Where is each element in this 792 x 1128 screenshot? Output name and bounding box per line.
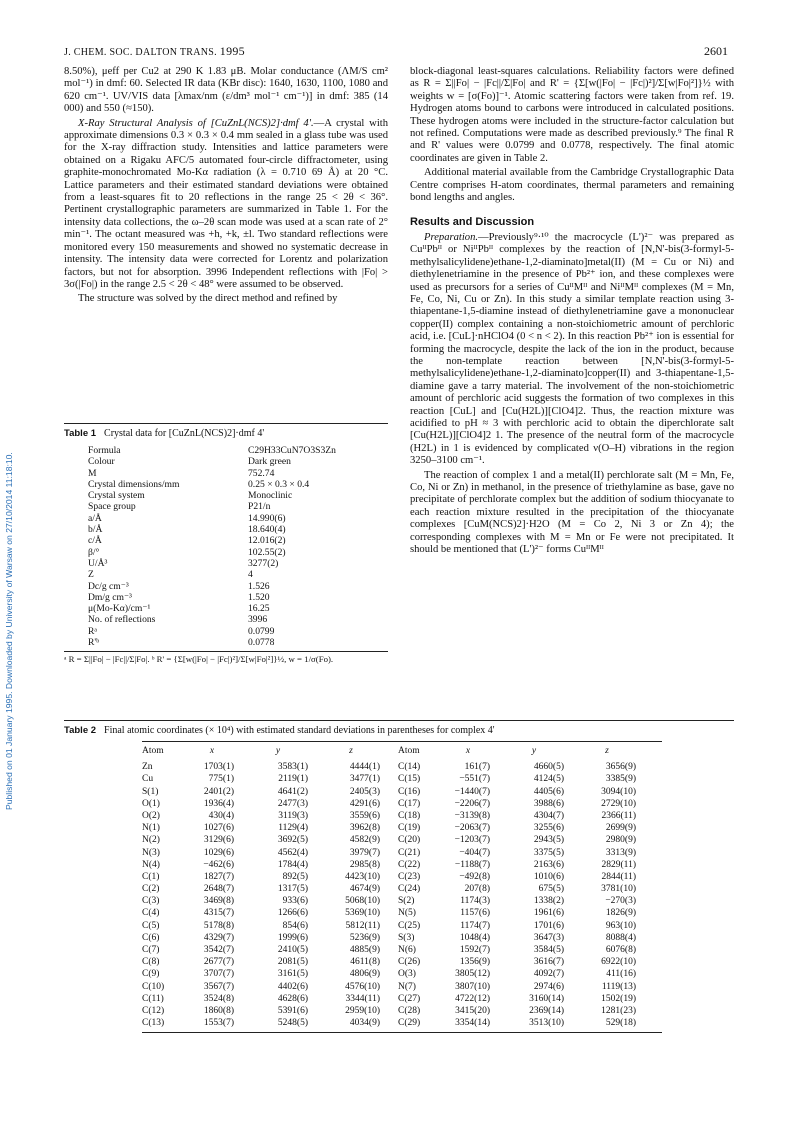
atom-label: C(29) — [398, 1018, 421, 1029]
table-1-key: Space group — [88, 501, 136, 513]
table-2-header: z — [605, 746, 609, 756]
table-1-row — [64, 468, 388, 479]
table-1-key: Dm/g cm⁻³ — [88, 591, 132, 603]
table-1-row — [64, 637, 388, 648]
table-1-row — [64, 592, 388, 603]
coordinate-cell: 2366(11) — [601, 810, 636, 821]
coordinate-cell: 3979(7) — [349, 847, 380, 858]
coordinate-cell: 4423(10) — [345, 871, 380, 882]
table-1-key: No. of reflections — [88, 614, 156, 626]
atom-label: C(23) — [398, 871, 421, 882]
table-1-value: 752.74 — [248, 467, 275, 479]
coordinate-cell: 4402(6) — [277, 981, 308, 992]
coordinate-cell: 5236(9) — [349, 932, 380, 943]
table-2-header: y — [275, 746, 281, 756]
coordinate-cell: 1157(6) — [460, 908, 490, 919]
table-1-row — [64, 558, 388, 569]
coordinate-cell: 1048(4) — [459, 932, 490, 943]
table-1-value: P21/n — [248, 501, 271, 513]
table-1-key: μ(Mo-Kα)/cm⁻¹ — [88, 603, 151, 615]
coordinate-cell: 775(1) — [208, 774, 234, 785]
atom-label: N(3) — [142, 847, 160, 858]
coordinate-cell: 1317(5) — [277, 884, 308, 895]
coordinate-cell: 3415(20) — [455, 1005, 490, 1016]
coordinate-cell: 4576(10) — [345, 981, 380, 992]
coordinate-cell: 2980(9) — [605, 835, 636, 846]
table-2-body — [64, 745, 734, 1029]
coordinate-cell: 3692(5) — [277, 835, 308, 846]
coordinate-cell: 4092(7) — [533, 969, 564, 980]
atom-label: C(22) — [398, 859, 421, 870]
coordinate-cell: 411(16) — [606, 969, 636, 980]
atom-label: O(3) — [398, 969, 416, 980]
coordinate-cell: 933(6) — [282, 896, 308, 907]
coordinate-cell: 3656(9) — [605, 762, 636, 773]
coordinate-cell: 207(8) — [464, 884, 490, 895]
xray-paragraph: X-Ray Structural Analysis of [CuZnL(NCS)2]·dmf 4'.—A crystal with approximate dimensions 0.3 × 0.3 × 0.4 mm sealed in a glass tube was used for the X-ray diffraction study. Intensities and lattice parameters were obtained on a Rigaku AFC/5 automated four-circle diffractometer, using graphite-monochromated Mo-Kα radiation (λ = 0.710 69 Å) at 20 °C. Lattice parameters and their estimated standard deviations were obtained from a least-squares fit to 20 reflections in the range 25 < 2θ < 36°. Pertinent crystallographic parameters are summarized in Table 1. For the intensity data collections, the ω–2θ scan mode was used at a scan rate of 2° min⁻¹. The octant measured was +h, +k, ±l. Two standard reflections were monitored every 150 measurements and showed no systematic decrease in intensity. The intensity data were corrected for Lorentz and polarization factors, but not for absorption. 3996 Independent reflections with |Fo| > 3σ(|Fo|) in the range 2.5 < 2θ < 48° were assumed to be observed. — [64, 117, 389, 290]
table-2-half — [398, 745, 650, 1029]
coordinate-cell: 1553(7) — [203, 1018, 234, 1029]
table-1-value: 0.25 × 0.3 × 0.4 — [248, 478, 310, 490]
coordinate-cell: −270(3) — [605, 896, 636, 907]
atom-label: C(9) — [142, 969, 160, 980]
coordinate-cell: 1356(9) — [459, 957, 490, 968]
coordinate-cell: 3344(11) — [345, 993, 380, 1004]
table-1-key: b/Å — [88, 524, 103, 536]
table-1-key: R'ᵇ — [88, 637, 100, 649]
coordinate-cell: 529(18) — [605, 1018, 636, 1029]
coordinate-cell: 3161(5) — [277, 969, 308, 980]
coordinate-cell: 1936(4) — [203, 798, 234, 809]
coordinate-cell: 5068(10) — [345, 896, 380, 907]
table-1-key: M — [88, 467, 97, 479]
table-1-key: c/Å — [88, 535, 102, 547]
table-2-header: x — [209, 746, 215, 756]
table-1-value: Dark green — [248, 456, 291, 468]
running-header — [64, 44, 728, 58]
coordinate-cell: 3119(3) — [278, 810, 308, 821]
table-1-row — [64, 490, 388, 501]
atom-label: N(5) — [398, 908, 416, 919]
coordinate-cell: −404(7) — [459, 847, 490, 858]
table-1-value: 18.640(4) — [248, 524, 286, 536]
table-1-value: 4 — [248, 569, 253, 581]
table-1-key: Dc/g cm⁻³ — [88, 580, 129, 592]
coordinate-cell: 5369(10) — [345, 908, 380, 919]
coordinate-cell: 4291(6) — [349, 798, 380, 809]
table-2-header: x — [465, 746, 471, 756]
coordinate-cell: 4885(9) — [349, 945, 380, 955]
coordinate-cell: 1826(9) — [605, 908, 636, 919]
atom-label: C(6) — [142, 932, 160, 943]
table-1-value: C29H33CuN7O3S3Zn — [248, 445, 336, 456]
coordinate-cell: 3513(10) — [529, 1018, 564, 1029]
coordinate-cell: 6076(8) — [605, 945, 636, 955]
atom-label: C(12) — [142, 1005, 165, 1016]
coordinate-cell: 3616(7) — [533, 957, 564, 968]
coordinate-cell: 2163(6) — [533, 859, 564, 870]
coordinate-cell: 4315(7) — [203, 908, 234, 919]
atom-label: C(19) — [398, 823, 421, 834]
coordinate-cell: 3094(10) — [601, 786, 636, 797]
coordinate-cell: −462(6) — [203, 859, 234, 870]
table-1-key: a/Å — [88, 512, 102, 524]
journal-year: 1995 — [219, 44, 245, 58]
coordinate-cell: 1010(6) — [533, 871, 564, 882]
coordinate-cell: 5812(11) — [345, 920, 380, 931]
coordinate-cell: 2729(10) — [601, 798, 636, 809]
coordinate-cell: 854(6) — [282, 920, 308, 931]
coordinate-cell: 3807(10) — [455, 981, 490, 992]
coordinate-cell: 4628(6) — [277, 993, 308, 1004]
coordinate-cell: 2405(3) — [349, 786, 380, 797]
coordinate-cell: −1203(7) — [454, 835, 490, 846]
publication-stamp-text: Published on 01 January 1995. Downloaded by University of Warsaw on 27/10/2014 11:18:10. — [4, 452, 14, 810]
coordinate-cell: −3139(8) — [454, 810, 490, 821]
table-1-key: Crystal dimensions/mm — [88, 478, 180, 490]
coordinate-cell: 3567(7) — [203, 981, 234, 992]
coordinate-cell: 3962(8) — [349, 823, 380, 834]
preparation-paragraph: Preparation.—Previously⁹·¹⁰ the macrocycle (L')²⁻ was prepared as CuᴵᴵPbᴵᴵ or NiᴵᴵPbᴵᴵ complexes by the reaction of [N,N'-bis(3-formyl-5-methylsalicylidene)ethane-1,2-diaminato]metal(II) (M = Cu or Ni) and diethylenetriamine in the presence of Pb²⁺ ion, and these complexes were used as precursors for a series of CuᴵᴵMᴵᴵ and NiᴵᴵMᴵᴵ complexes (M = Mn, Fe, Co, Ni, Cu or Zn). In this study a similar template reaction using 3-thiapentane-1,5-diamine instead of diethylenetriamine gave a mononuclear copper(II) complex containing a non-stoichiometric amount of perchloric acid, i.e. [CuL]·nHClO4 (0 < n < 2). In this reaction Pb²⁺ ion is essential for forming the macrocycle, despite the lack of the ion in the product, because the non-template reaction between [N,N'-bis(3-formyl-5-methylsalicylidene)ethane-1,2-diaminato]copper(II) and 3-thiapentane-1,5-diamine gave a tarry material. The involvement of the non-stoichiometric amount of perchloric acid suggests the formation of two complexes in this reaction [CuL] and [Cu(H2L)][ClO4]2. Thus, the reaction mixture was acidified to pH ≈ 3 with perchloric acid to obtain the diperchlorate salt [Cu(H2L)][ClO4]2 1. The presence of the neutral form of the macrocycle (H2L) in 1 is evidenced by complicated ν(O–H) vibrations in the region 3250–3100 cm⁻¹. — [410, 231, 734, 467]
table-1-value: 3996 — [248, 614, 268, 626]
atom-label: C(15) — [398, 774, 421, 785]
atom-label: C(7) — [142, 945, 160, 955]
coordinate-cell: 4405(6) — [533, 786, 564, 797]
coordinate-cell: 1592(7) — [459, 945, 490, 955]
coordinate-cell: 2410(5) — [277, 945, 308, 955]
table-1-body — [64, 445, 388, 648]
coordinate-cell: 1961(6) — [533, 908, 564, 919]
coordinate-cell: 2081(5) — [277, 957, 308, 968]
coordinate-cell: 4444(1) — [349, 762, 380, 773]
coordinate-cell: 1027(6) — [203, 823, 234, 834]
coordinate-cell: 1701(6) — [533, 920, 564, 931]
atom-label: C(25) — [398, 920, 421, 931]
atom-label: C(18) — [398, 810, 421, 821]
coordinate-cell: 4674(9) — [349, 884, 380, 895]
coordinate-cell: 3542(7) — [203, 945, 234, 955]
table-1-row — [64, 547, 388, 558]
coordinate-cell: 1129(4) — [278, 823, 308, 834]
left-paragraph-3: The structure was solved by the direct method and refined by — [78, 293, 338, 305]
table-1-key: β/° — [88, 546, 100, 558]
table-1-value: 1.520 — [248, 591, 270, 603]
table-2-header: Atom — [142, 746, 164, 756]
coordinate-cell: 2829(11) — [601, 859, 636, 870]
coordinate-cell: 2119(1) — [278, 774, 308, 785]
right-paragraph-4: The reaction of complex 1 and a metal(II) perchlorate salt (M = Mn, Fe, Co, Ni or Zn) in methanol, in the presence of triethylamine as base, gave no precipitate of perchlorate complex but the addition of sodium thiocyanate to each reaction mixture resulted in the precipitation of the thiocyanate complexes [CuM(NCS)2]·H2O (M = Co 2, Ni 3 or Zn 4); the corresponding complexes with M = Mn or Fe were not precipitated. It should be mentioned that (L')²⁻ forms CuᴵᴵMᴵᴵ — [410, 469, 734, 556]
atom-label: C(13) — [142, 1018, 165, 1029]
coordinate-cell: 2401(2) — [203, 786, 234, 797]
coordinate-cell: 4806(9) — [349, 969, 380, 980]
atom-label: N(2) — [142, 835, 160, 846]
table-1-value: 3277(2) — [248, 557, 279, 569]
coordinate-cell: 2699(9) — [605, 823, 636, 834]
atom-label: C(14) — [398, 762, 421, 773]
table-1-value: 102.55(2) — [248, 546, 286, 558]
table-1-row — [64, 614, 388, 625]
atom-label: C(10) — [142, 981, 165, 992]
right-column — [410, 66, 734, 558]
table-1-key: Z — [88, 569, 94, 581]
table-1 — [64, 423, 388, 665]
right-paragraph-2: Additional material available from the Cambridge Crystallographic Data Centre comprises H-atom coordinates, thermal parameters and remaining bond lengths and angles. — [410, 167, 734, 204]
right-paragraph-1: block-diagonal least-squares calculations. Reliability factors were defined as R = Σ||Fo| − |Fc||/Σ|Fo| and R' = {Σ[w(|Fo| − |Fc|)²]/Σ[w|Fo|²]}½ with weights w = [σ(Fo)]⁻¹. Atomic scattering factors were taken from ref. 19. Hydrogen atoms bound to carbons were introduced in calculated positions. These hydrogen atoms were included in the structure-factor calculation but not refined. Computations were made as described previously.⁹ The final R and R' values were 0.0799 and 0.0778, respectively. The final atomic coordinates are given in Table 2. — [410, 66, 734, 164]
table-1-key: U/Å³ — [88, 557, 108, 569]
coordinate-cell: 1827(7) — [203, 871, 234, 882]
atom-label: C(4) — [142, 908, 160, 919]
publication-stamp — [4, 250, 18, 810]
left-paragraph-1: 8.50%), μeff per Cu2 at 290 K 1.83 μB. Molar conductance (ΛM/S cm² mol⁻¹) in dmf: 60. Selected IR data (KBr disc): 1640, 1630, 1100, 1080 and 620 cm⁻¹. UV/VIS data [λmax/nm (ε/dm³ mol⁻¹ cm⁻¹)] in dmf: 385 (14 000) and 550 (≈150). — [64, 66, 388, 115]
atom-label: C(11) — [142, 993, 164, 1004]
coordinate-cell: 3781(10) — [601, 884, 636, 895]
table-1-row — [64, 513, 388, 524]
atom-label: C(8) — [142, 957, 160, 968]
atom-label: C(3) — [142, 896, 160, 907]
atom-label: C(20) — [398, 835, 421, 846]
atom-label: S(1) — [142, 786, 159, 797]
coordinate-cell: 6922(10) — [601, 957, 636, 968]
coordinate-cell: 2477(3) — [277, 798, 308, 809]
coordinate-cell: 3354(14) — [455, 1018, 490, 1029]
atom-label: N(7) — [398, 981, 416, 992]
atom-label: C(21) — [398, 847, 421, 858]
coordinate-cell: 1999(6) — [277, 932, 308, 943]
coordinate-cell: 4722(12) — [455, 993, 490, 1004]
coordinate-cell: 1119(13) — [601, 981, 636, 992]
coordinate-cell: 3559(6) — [349, 810, 380, 821]
coordinate-cell: 4562(4) — [277, 847, 308, 858]
atom-label: N(1) — [142, 823, 160, 834]
coordinate-cell: 3805(12) — [455, 969, 490, 980]
coordinate-cell: −551(7) — [459, 774, 490, 785]
coordinate-cell: 3647(3) — [533, 932, 564, 943]
table-2-header: Atom — [398, 746, 420, 756]
table-1-value: 16.25 — [248, 603, 270, 615]
coordinate-cell: −1188(7) — [454, 859, 490, 870]
atom-label: C(16) — [398, 786, 421, 797]
table-1-row — [64, 479, 388, 490]
coordinate-cell: 3584(5) — [533, 945, 564, 955]
coordinate-cell: −1440(7) — [454, 786, 490, 797]
coordinate-cell: 5248(5) — [277, 1018, 308, 1029]
table-1-value: Monoclinic — [248, 490, 293, 502]
coordinate-cell: 4660(5) — [533, 762, 564, 773]
coordinate-cell: 3385(9) — [605, 774, 636, 785]
table-1-row — [64, 456, 388, 467]
coordinate-cell: 1784(4) — [277, 859, 308, 870]
coordinate-cell: 2369(14) — [529, 1005, 564, 1016]
coordinate-cell: 2648(7) — [203, 884, 234, 895]
atom-label: N(4) — [142, 859, 160, 870]
coordinate-cell: 892(5) — [282, 871, 308, 882]
coordinate-cell: 2985(8) — [349, 859, 380, 870]
table-1-row — [64, 535, 388, 546]
atom-label: N(6) — [398, 945, 416, 955]
atom-label: C(1) — [142, 871, 160, 882]
table-2-header: y — [531, 746, 537, 756]
coordinate-cell: 4124(5) — [533, 774, 564, 785]
coordinate-cell: 1029(6) — [203, 847, 234, 858]
table-1-key: Crystal system — [88, 490, 145, 502]
table-1-row — [64, 445, 388, 456]
table-1-value: 0.0778 — [248, 637, 275, 649]
coordinate-cell: 4582(9) — [349, 835, 380, 846]
coordinate-cell: 4611(8) — [350, 957, 380, 968]
table-2-half — [142, 745, 394, 1029]
coordinate-cell: 4304(7) — [533, 810, 564, 821]
coordinate-cell: 2974(6) — [533, 981, 564, 992]
coordinate-cell: 4034(9) — [349, 1018, 380, 1029]
atom-label: C(26) — [398, 957, 421, 968]
coordinate-cell: 5178(8) — [203, 920, 234, 931]
table-1-row — [64, 524, 388, 535]
atom-label: S(2) — [398, 896, 415, 907]
page-number: 2601 — [704, 44, 728, 58]
coordinate-cell: 3469(8) — [203, 896, 234, 907]
atom-label: C(17) — [398, 798, 421, 809]
coordinate-cell: 1703(1) — [203, 762, 234, 773]
table-2 — [64, 720, 734, 1033]
atom-label: Zn — [142, 762, 153, 773]
table-2-caption: Table 2 Final atomic coordinates (× 10⁴) with estimated standard deviations in parentheses for complex 4' — [64, 725, 495, 736]
coordinate-cell: 2943(5) — [533, 835, 564, 846]
coordinate-cell: 1174(3) — [460, 896, 490, 907]
coordinate-cell: 1502(19) — [601, 993, 636, 1004]
coordinate-cell: 2677(7) — [203, 957, 234, 968]
coordinate-cell: 2844(11) — [601, 871, 636, 882]
coordinate-cell: 3477(1) — [349, 774, 380, 785]
table-1-row — [64, 581, 388, 592]
atom-label: Cu — [142, 774, 154, 785]
coordinate-cell: 161(7) — [464, 762, 490, 773]
atom-label: C(24) — [398, 884, 421, 895]
coordinate-cell: 1174(7) — [460, 920, 490, 931]
coordinate-cell: 430(4) — [208, 810, 234, 821]
table-1-row — [64, 501, 388, 512]
atom-label: C(27) — [398, 993, 421, 1004]
table-1-caption: Table 1 Crystal data for [CuZnL(NCS)2]·dmf 4' — [64, 428, 265, 439]
coordinate-cell: −2206(7) — [454, 798, 490, 809]
table-1-key: Colour — [88, 456, 115, 468]
coordinate-cell: 4641(2) — [277, 786, 308, 797]
preparation-heading: Preparation. — [424, 231, 479, 243]
table-1-value: 12.016(2) — [248, 535, 286, 547]
atom-label: C(5) — [142, 920, 160, 931]
left-column — [64, 66, 388, 308]
table-1-key: Rᵃ — [88, 625, 98, 637]
table-1-key: Formula — [88, 445, 121, 456]
coordinate-cell: 3160(14) — [529, 993, 564, 1004]
coordinate-cell: 3255(6) — [533, 823, 564, 834]
coordinate-cell: 1266(6) — [277, 908, 308, 919]
atom-label: O(2) — [142, 810, 160, 821]
coordinate-cell: 3524(8) — [203, 993, 234, 1004]
coordinate-cell: 3707(7) — [203, 969, 234, 980]
coordinate-cell: 3375(5) — [533, 847, 564, 858]
coordinate-cell: 5391(6) — [277, 1005, 308, 1016]
xray-heading: X-Ray Structural Analysis of [CuZnL(NCS)2]·dmf 4'. — [78, 117, 314, 129]
coordinate-cell: 3988(6) — [533, 798, 564, 809]
table-1-footnote: ᵃ R = Σ||Fo| − |Fc||/Σ|Fo|. ᵇ R' = {Σ[w(|Fo| − |Fc|)²]/Σ[w|Fo|²]}½, w = 1/σ(Fo). — [64, 654, 334, 665]
table-1-value: 14.990(6) — [248, 512, 286, 524]
coordinate-cell: 4329(7) — [203, 932, 234, 943]
coordinate-cell: −492(8) — [459, 871, 490, 882]
coordinate-cell: 675(5) — [538, 884, 564, 895]
coordinate-cell: 1338(2) — [533, 896, 564, 907]
journal-name: J. CHEM. SOC. DALTON TRANS. 1995 — [64, 44, 245, 58]
table-2-header: z — [349, 746, 353, 756]
coordinate-cell: 3583(1) — [277, 762, 308, 773]
section-heading: Results and Discussion — [410, 216, 535, 229]
coordinate-cell: 3313(9) — [605, 847, 636, 858]
coordinate-cell: 963(10) — [605, 920, 636, 931]
table-1-value: 0.0799 — [248, 625, 275, 637]
coordinate-cell: −2063(7) — [454, 823, 490, 834]
atom-label: O(1) — [142, 798, 160, 809]
atom-label: S(3) — [398, 932, 415, 943]
table-1-row — [64, 603, 388, 614]
coordinate-cell: 8088(4) — [605, 932, 636, 943]
atom-label: C(28) — [398, 1005, 421, 1016]
coordinate-cell: 2959(10) — [345, 1005, 380, 1016]
table-1-value: 1.526 — [248, 580, 270, 592]
table-1-row — [64, 569, 388, 580]
coordinate-cell: 1281(23) — [601, 1005, 636, 1016]
atom-label: C(2) — [142, 884, 160, 895]
coordinate-cell: 3129(6) — [203, 835, 234, 846]
coordinate-cell: 1860(8) — [203, 1005, 234, 1016]
table-1-row — [64, 626, 388, 637]
